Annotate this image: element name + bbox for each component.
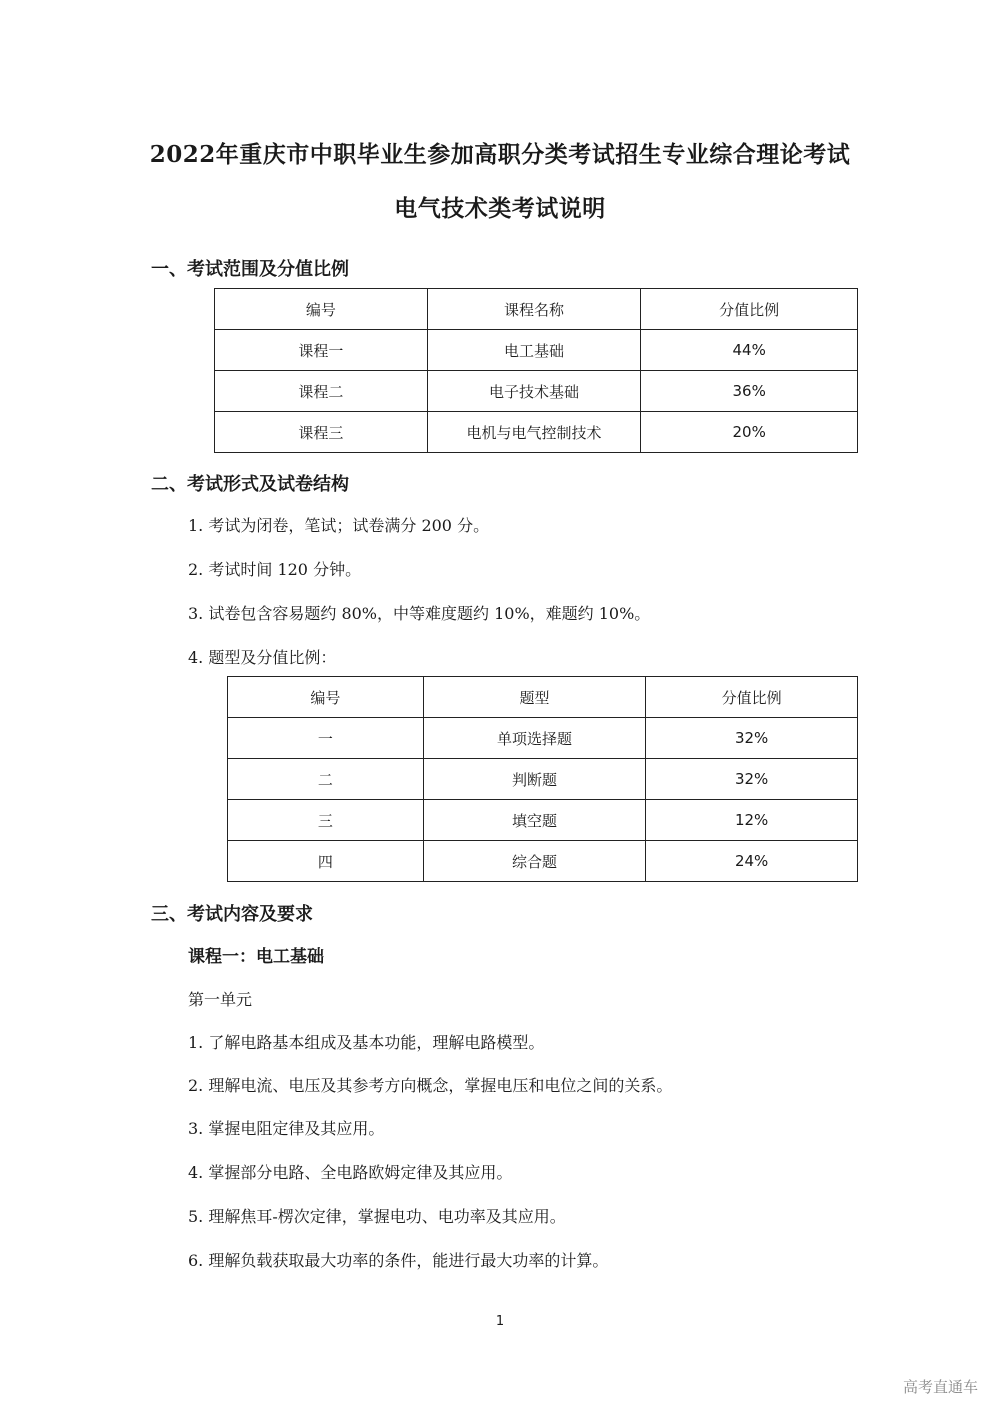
unit-title: 第一单元 [188, 990, 253, 1009]
table-cell: 32% [646, 718, 858, 759]
table-header-cell: 课程名称 [427, 289, 641, 330]
list-item: 2. 考试时间 120 分钟。 [188, 560, 362, 579]
table-cell: 判断题 [423, 759, 646, 800]
document-subtitle: 电气技术类考试说明 [394, 195, 606, 222]
list-item: 5. 理解焦耳-楞次定律，掌握电功、电功率及其应用。 [188, 1207, 566, 1226]
list-item: 3. 掌握电阻定律及其应用。 [188, 1119, 385, 1138]
section1-heading: 一、考试范围及分值比例 [151, 259, 349, 280]
table-row [228, 800, 858, 841]
watermark: 高考直通车 [902, 1378, 978, 1396]
table-header-cell: 分值比例 [646, 677, 858, 718]
table-row [215, 412, 858, 453]
list-item: 1. 了解电路基本组成及基本功能，理解电路模型。 [188, 1033, 545, 1052]
list-item: 4. 题型及分值比例： [188, 648, 337, 667]
table-cell: 电工基础 [427, 330, 641, 371]
list-item: 6. 理解负载获取最大功率的条件，能进行最大功率的计算。 [188, 1251, 609, 1270]
table-header-cell: 编号 [228, 677, 424, 718]
table-cell: 36% [641, 371, 858, 412]
table-header-cell: 题型 [423, 677, 646, 718]
list-item: 4. 掌握部分电路、全电路欧姆定律及其应用。 [188, 1163, 513, 1182]
document-title: 2022年重庆市中职毕业生参加高职分类考试招生专业综合理论考试 [149, 141, 851, 168]
table-header-row [228, 677, 858, 718]
list-item: 1. 考试为闭卷，笔试；试卷满分 200 分。 [188, 516, 490, 535]
table-cell: 课程二 [215, 371, 428, 412]
table-cell: 四 [228, 841, 424, 882]
table-row [215, 330, 858, 371]
table-cell: 12% [646, 800, 858, 841]
table-header-cell: 分值比例 [641, 289, 858, 330]
list-item: 3. 试卷包含容易题约 80%，中等难度题约 10%，难题约 10%。 [188, 604, 651, 623]
table-cell: 32% [646, 759, 858, 800]
table-header-cell: 编号 [215, 289, 428, 330]
table-cell: 综合题 [423, 841, 646, 882]
table-row [215, 371, 858, 412]
table-cell: 二 [228, 759, 424, 800]
section3-heading: 三、考试内容及要求 [151, 904, 313, 925]
list-item: 2. 理解电流、电压及其参考方向概念，掌握电压和电位之间的关系。 [188, 1076, 673, 1095]
table-cell: 20% [641, 412, 858, 453]
table-cell: 44% [641, 330, 858, 371]
course-score-table [214, 288, 858, 453]
table-row [228, 841, 858, 882]
table-header-row [215, 289, 858, 330]
page-number: 1 [495, 1314, 505, 1329]
section2-heading: 二、考试形式及试卷结构 [151, 474, 349, 495]
table-cell: 单项选择题 [423, 718, 646, 759]
table-cell: 课程一 [215, 330, 428, 371]
table-cell: 电机与电气控制技术 [427, 412, 641, 453]
table-cell: 24% [646, 841, 858, 882]
question-type-table [227, 676, 858, 882]
table-cell: 电子技术基础 [427, 371, 641, 412]
table-cell: 一 [228, 718, 424, 759]
table-row [228, 759, 858, 800]
table-cell: 填空题 [423, 800, 646, 841]
table-cell: 三 [228, 800, 424, 841]
course-title: 课程一：电工基础 [188, 947, 324, 967]
table-row [228, 718, 858, 759]
table-cell: 课程三 [215, 412, 428, 453]
